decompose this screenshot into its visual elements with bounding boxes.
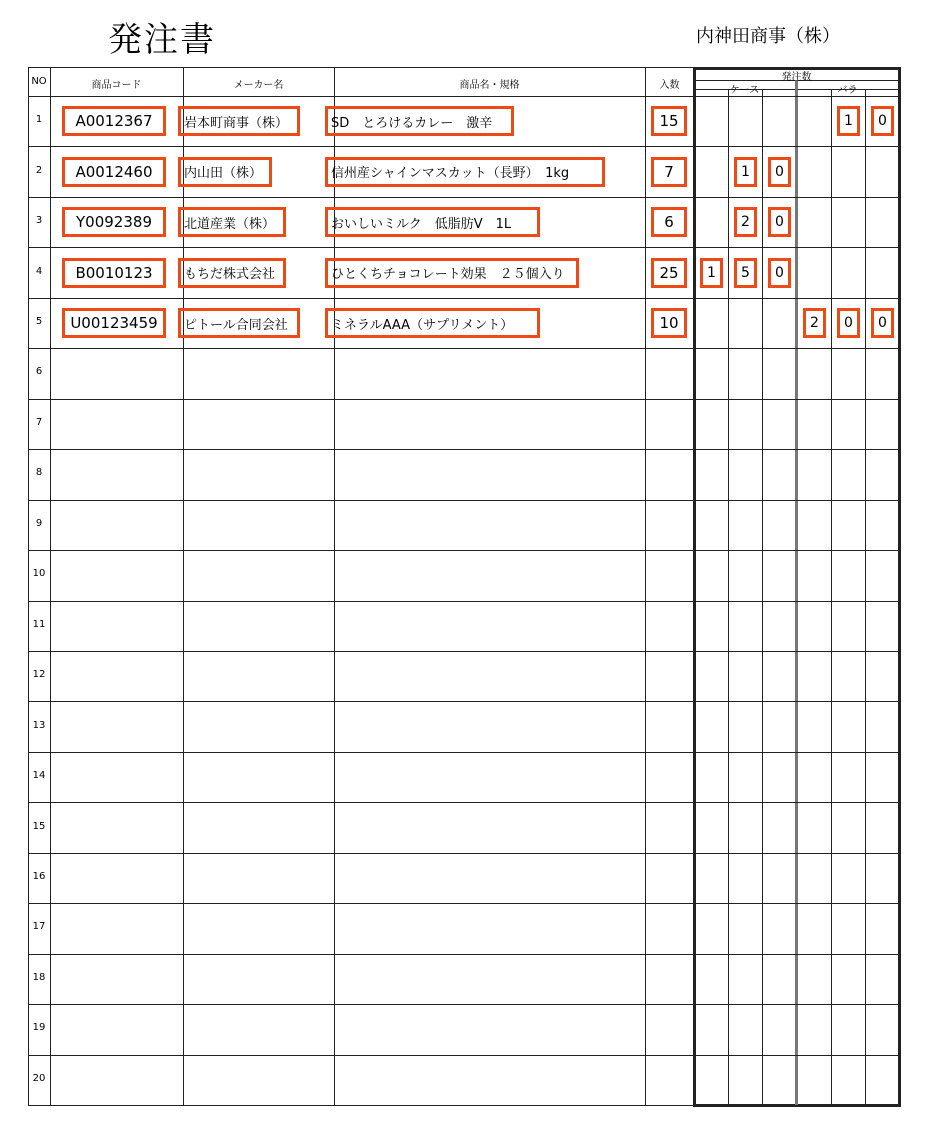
company-name: 内神田商事（株）	[696, 26, 840, 47]
document-title: 発注書	[108, 20, 216, 60]
row-number: 13	[32, 719, 46, 731]
bara-digit: 0	[871, 308, 894, 338]
row-number: 8	[35, 467, 43, 479]
maker-name: もちだ株式会社	[178, 258, 286, 288]
quantity-per: 15	[651, 106, 687, 136]
row-divider	[28, 500, 900, 501]
product-name: ひとくちチョコレート効果 ２５個入り	[325, 258, 579, 288]
maker-name: 岩本町商事（株）	[178, 106, 300, 136]
row-number: 6	[35, 366, 43, 378]
row-number: 3	[35, 215, 43, 227]
row-divider	[28, 903, 900, 904]
row-divider	[28, 247, 900, 248]
product-code: A0012367	[62, 106, 166, 136]
case-digit: 0	[768, 157, 791, 187]
row-number: 1	[35, 114, 43, 126]
quantity-per: 6	[651, 207, 687, 237]
row-divider	[28, 1055, 900, 1056]
bara-digit: 1	[837, 106, 860, 136]
row-divider	[28, 601, 900, 602]
order-block-left	[693, 67, 696, 1107]
maker-name: 北道産業（株）	[178, 207, 286, 237]
product-name: SD とろけるカレー 激辛	[325, 106, 514, 136]
row-divider	[28, 146, 900, 147]
header-bara: バラ	[837, 85, 858, 96]
digit-divider	[762, 89, 763, 1105]
case-digit: 5	[734, 258, 757, 288]
row-divider	[28, 1004, 900, 1005]
row-number: 15	[32, 820, 46, 832]
quantity-per: 10	[651, 308, 687, 338]
header-product-code: 商品コード	[91, 80, 142, 91]
bara-digit: 0	[871, 106, 894, 136]
product-code: B0010123	[62, 258, 166, 288]
product-code: U00123459	[62, 308, 166, 338]
product-code: Y0092389	[62, 207, 166, 237]
row-number: 9	[35, 517, 43, 529]
table-border-top	[28, 67, 694, 68]
row-number: 16	[32, 870, 46, 882]
row-divider	[28, 348, 900, 349]
bara-digit: 2	[803, 308, 826, 338]
header-no: NO	[31, 76, 47, 87]
case-digit: 2	[734, 207, 757, 237]
row-number: 5	[35, 316, 43, 328]
order-block-right	[898, 67, 901, 1107]
maker-name: 内山田（株）	[178, 157, 272, 187]
row-divider	[28, 954, 900, 955]
bara-digit: 0	[837, 308, 860, 338]
row-number: 10	[32, 568, 46, 580]
digit-divider	[831, 89, 832, 1105]
row-divider	[28, 399, 900, 400]
header-product-name: 商品名・規格	[459, 80, 520, 91]
row-number: 11	[32, 618, 46, 630]
quantity-per: 25	[651, 258, 687, 288]
row-number: 18	[32, 971, 46, 983]
case-digit: 0	[768, 207, 791, 237]
case-digit: 0	[768, 258, 791, 288]
digit-divider	[865, 89, 866, 1105]
row-number: 17	[32, 921, 46, 933]
row-divider	[28, 449, 900, 450]
case-digit: 1	[734, 157, 757, 187]
row-divider	[28, 802, 900, 803]
column-divider	[50, 67, 51, 1105]
row-divider	[28, 298, 900, 299]
row-number: 12	[32, 669, 46, 681]
product-name: 信州産シャインマスカット（長野） 1kg	[325, 157, 605, 187]
row-divider	[28, 550, 900, 551]
row-number: 19	[32, 1022, 46, 1034]
maker-name: ピトール合同会社	[178, 308, 300, 338]
row-divider	[28, 96, 900, 97]
digit-divider	[728, 89, 729, 1105]
row-number: 7	[35, 416, 43, 428]
product-code: A0012460	[62, 157, 166, 187]
row-number: 2	[35, 164, 43, 176]
case-bara-separator	[795, 80, 798, 1105]
row-divider	[28, 752, 900, 753]
header-quantity-per: 入数	[659, 80, 680, 91]
column-divider	[645, 67, 646, 1105]
product-name: おいしいミルク 低脂肪V 1L	[325, 207, 540, 237]
row-divider	[28, 701, 900, 702]
row-number: 4	[35, 265, 43, 277]
row-divider	[28, 197, 900, 198]
row-divider	[28, 853, 900, 854]
header-maker-name: メーカー名	[233, 80, 284, 91]
row-number: 14	[32, 770, 46, 782]
case-digit: 1	[700, 258, 723, 288]
quantity-per: 7	[651, 157, 687, 187]
header-case: ケース	[729, 85, 760, 96]
product-name: ミネラルAAA（サプリメント）	[325, 308, 540, 338]
row-number: 20	[32, 1072, 46, 1084]
row-divider	[28, 651, 900, 652]
header-order-quantity: 発注数	[781, 72, 812, 83]
